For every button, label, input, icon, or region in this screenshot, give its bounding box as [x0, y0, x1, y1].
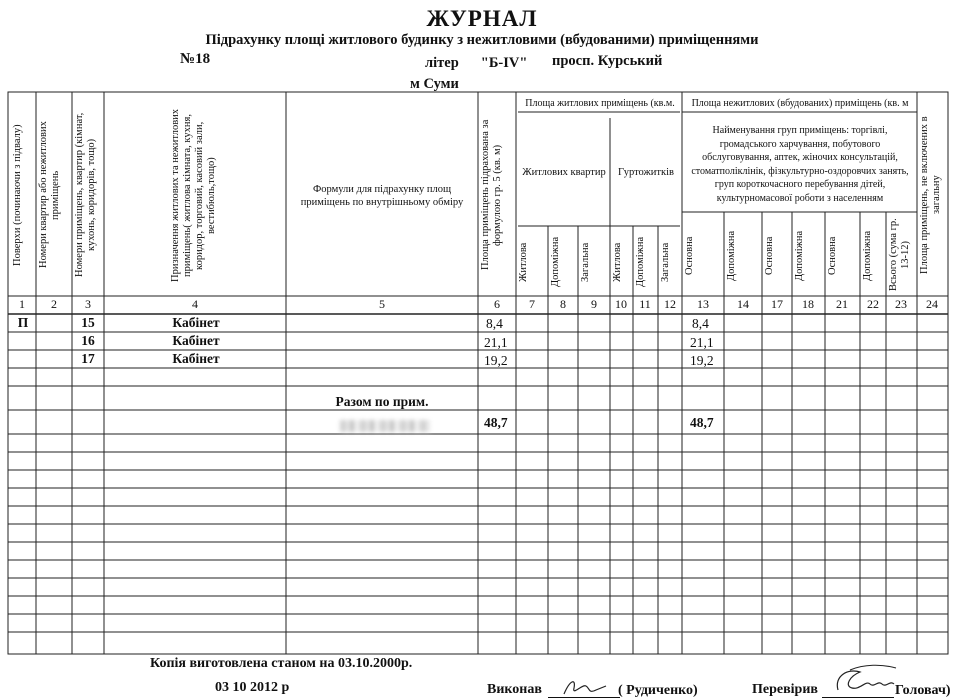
column-number: 22 [867, 297, 879, 311]
journal-title: ЖУРНАЛ [426, 6, 538, 31]
column-number: 18 [802, 297, 814, 311]
city-name: м Суми [410, 76, 459, 92]
checked-signature [830, 662, 900, 698]
journal-number: №18 [180, 51, 211, 67]
executed-by-label: Виконав [487, 682, 542, 697]
column-number: 10 [615, 297, 627, 311]
col-18-label: Допоміжна [794, 230, 805, 282]
col-header-excluded-area: Площа приміщень, не включених в загальну [919, 116, 942, 274]
summary-area-total: 48,7 [484, 415, 508, 430]
row-2-room: 16 [81, 333, 95, 348]
column-number: 13 [697, 297, 709, 311]
col-17-label: Основна [764, 236, 775, 276]
col-8-label: Допоміжна [550, 236, 561, 288]
summary-nonliving-total: 48,7 [690, 415, 714, 430]
col-12-label: Загальна [660, 242, 671, 282]
row-2-area: 21,1 [484, 335, 508, 350]
column-number: 5 [379, 297, 385, 311]
col-header-room-numbers: Номери приміщень, квартир (кімнат, кухонь, коридорів, тощо) [74, 112, 97, 278]
col-header-floors: Поверхи (починаючи з підвалу) [12, 124, 23, 266]
column-number: 4 [192, 297, 198, 311]
copy-note: Копія виготовлена станом на 03.10.2000р. [150, 656, 413, 671]
copy-date: 03 10 2012 р [215, 680, 290, 695]
checked-by-name: Головач) [895, 683, 951, 698]
col-7-label: Житлова [518, 242, 529, 282]
col-header-formulas: Формули для підрахунку площ приміщень по внутрішньому обміру [300, 184, 464, 208]
row-1-room: 15 [81, 315, 95, 330]
row-2-nonliving-main: 21,1 [690, 335, 714, 350]
row-1-nonliving-main: 8,4 [692, 316, 709, 331]
street-address: просп. Курський [552, 53, 663, 69]
col-header-calculated-area: Площа приміщень підрахована за формулою гр. 5 (кв. м) [480, 119, 503, 271]
row-3-purpose: Кабінет [172, 351, 220, 366]
group-header-nonliving: Площа нежитлових (вбудованих) приміщень (кв. м [691, 98, 909, 109]
col-10-label: Житлова [612, 242, 623, 282]
checked-by-label: Перевірив [752, 682, 818, 697]
executed-signature [560, 674, 620, 700]
subheader-dormitories: Гуртожитків [618, 167, 674, 178]
column-number: 3 [85, 297, 91, 311]
row-1-floor: П [17, 315, 29, 330]
column-number: 14 [737, 297, 749, 311]
subheader-nonliving-groups: Найменування груп приміщень: торгівлі, громадського харчування, побутового обслуговування, аптек, жіночих консультацій, стоматполіклінік, фізкультурно-оздоровчих занять, груп короткочасного перебування дітей, культурномасової роботи з населенням [691, 125, 909, 204]
col-header-apartment-numbers: Номери квартир або нежитлових приміщень [38, 121, 61, 269]
col-header-purpose: Призначення житлових та нежитлових приміщень( житлова кімната, кухня, коридор, торговий, касовий зали, вестибюль,тощо) [170, 108, 217, 283]
col-13-label: Основна [684, 236, 695, 276]
column-number: 17 [771, 297, 783, 311]
summary-label: Разом по прим. [335, 394, 429, 409]
row-1-purpose: Кабінет [172, 315, 220, 330]
column-number: 21 [836, 297, 848, 311]
col-22-label: Допоміжна [862, 230, 873, 282]
col-11-label: Допоміжна [635, 236, 646, 288]
column-number: 12 [664, 297, 676, 311]
subheader-living-apartments: Житлових квартир [522, 167, 606, 178]
column-number: 6 [494, 297, 500, 311]
column-number: 1 [19, 297, 25, 311]
col-23-label: Всього (сума гр. 13-12) [888, 218, 911, 292]
row-2-purpose: Кабінет [172, 333, 220, 348]
journal-subtitle: Підрахунку площі житлового будинку з нежитловими (вбудованими) приміщеннями [205, 32, 759, 48]
column-number: 9 [591, 297, 597, 311]
row-3-room: 17 [81, 351, 95, 366]
column-number: 8 [560, 297, 566, 311]
col-9-label: Загальна [580, 242, 591, 282]
row-1-area: 8,4 [486, 316, 503, 331]
liter-value: "Б-IV" [480, 55, 528, 71]
column-number: 7 [529, 297, 535, 311]
col-21-label: Основна [827, 236, 838, 276]
executed-by-name: ( Рудиченко) [618, 683, 698, 698]
row-3-nonliving-main: 19,2 [690, 353, 714, 368]
column-number: 11 [639, 297, 651, 311]
column-number: 2 [51, 297, 57, 311]
group-header-living: Площа житлових приміщень (кв.м. [525, 98, 675, 109]
column-number: 23 [895, 297, 907, 311]
row-3-area: 19,2 [484, 353, 508, 368]
col-14-label: Допоміжна [726, 230, 737, 282]
column-number: 24 [926, 297, 938, 311]
liter-label: літер [425, 55, 459, 71]
redacted-text [340, 420, 430, 432]
